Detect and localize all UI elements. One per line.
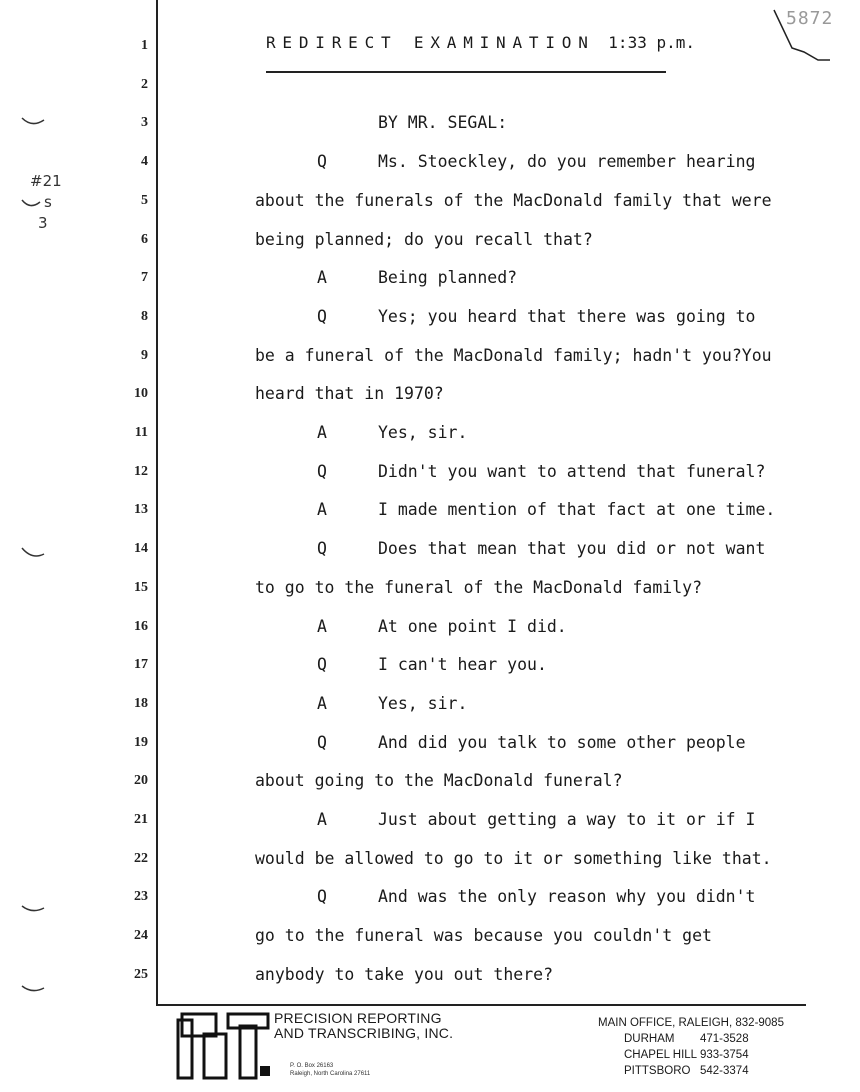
testimony-text: Just about getting a way to it or if I	[378, 810, 756, 829]
testimony-text: Yes, sir.	[378, 693, 468, 713]
line-number: 12	[134, 463, 148, 479]
line-number: 14	[134, 541, 148, 557]
line-number: 21	[134, 812, 148, 827]
testimony-text: Didn't you want to attend that funeral?	[378, 461, 766, 481]
testimony-text: about the funerals of the MacDonald family that were	[255, 190, 772, 210]
testimony-text: BY MR. SEGAL:	[378, 113, 508, 133]
office-row	[624, 1063, 784, 1079]
testimony-text: anybody to take you out there?	[255, 964, 554, 984]
company-name-line2: AND TRANSCRIBING, INC.	[274, 1025, 454, 1041]
testimony-text: Ms. Stoeckley, do you remember hearing	[378, 152, 756, 172]
line-number: 7	[141, 270, 148, 286]
office-row	[624, 1047, 784, 1063]
speaker-label: A	[317, 810, 327, 829]
testimony-text: And did you talk to some other people	[378, 732, 746, 752]
line-number: 2	[141, 76, 148, 92]
line-number: 22	[134, 850, 148, 866]
speaker-label: A	[317, 268, 327, 288]
line-number: 23	[134, 889, 148, 905]
line-number: 16	[134, 618, 148, 634]
line-number: 24	[134, 928, 148, 944]
speaker-label: Q	[317, 152, 327, 172]
testimony-text: Yes; you heard that there was going to	[378, 306, 756, 326]
line-number: 4	[141, 154, 148, 170]
line-number: 10	[134, 386, 148, 402]
line-number: 5	[141, 192, 148, 208]
office-phone: 471-3528	[700, 1033, 749, 1045]
line-number: 13	[134, 502, 148, 518]
margin-note-3: 3	[38, 214, 48, 232]
line-number: 11	[134, 425, 148, 440]
company-logo	[176, 1010, 272, 1082]
testimony-text: heard that in 1970?	[255, 384, 444, 404]
office-city: PITTSBORO	[624, 1065, 691, 1077]
line-number: 25	[134, 966, 148, 982]
line-number: 9	[141, 347, 148, 363]
margin-marks	[0, 0, 120, 1088]
examination-header	[266, 33, 786, 57]
speaker-label: Q	[317, 887, 327, 907]
testimony-text: be a funeral of the MacDonald family; hadn't you?You	[255, 345, 772, 365]
margin-notes	[0, 0, 120, 1088]
examination-title: REDIRECT EXAMINATION	[266, 33, 595, 52]
header-underline	[266, 71, 666, 73]
line-number: 3	[141, 115, 148, 131]
page-number: 5872	[786, 8, 834, 29]
speaker-label: Q	[317, 461, 327, 481]
line-number: 18	[134, 695, 148, 711]
office-phone: 933-3754	[700, 1049, 749, 1061]
office-row	[624, 1031, 784, 1047]
testimony-text: Yes, sir.	[378, 423, 468, 442]
margin-note-exhibit: #21	[30, 172, 62, 190]
line-number: 1	[141, 38, 148, 53]
line-number: 19	[134, 734, 148, 750]
testimony-text: Does that mean that you did or not want	[378, 539, 766, 559]
testimony-text: And was the only reason why you didn't	[378, 887, 756, 907]
testimony-text: go to the funeral was because you couldn't get	[255, 926, 712, 946]
line-number: 15	[134, 579, 148, 595]
company-name-line1: PRECISION REPORTING	[274, 1010, 442, 1026]
office-city: DURHAM	[624, 1033, 675, 1045]
speaker-label: Q	[317, 655, 327, 675]
speaker-label: A	[317, 423, 327, 442]
company-address	[290, 1062, 370, 1078]
speaker-label: A	[317, 500, 327, 520]
speaker-label: A	[317, 616, 327, 636]
testimony-text: to go to the funeral of the MacDonald family?	[255, 577, 703, 597]
office-phones	[598, 1015, 784, 1079]
line-number: 8	[141, 308, 148, 324]
speaker-label: Q	[317, 306, 327, 326]
main-office: MAIN OFFICE, RALEIGH, 832-9085	[598, 1017, 784, 1029]
testimony-text: Being planned?	[378, 268, 518, 288]
line-number: 20	[134, 773, 148, 789]
testimony-text: about going to the MacDonald funeral?	[255, 771, 623, 791]
margin-note-s: s	[44, 193, 52, 211]
testimony-text: I made mention of that fact at one time.	[378, 500, 776, 520]
company-name	[274, 1011, 453, 1041]
line-number: 17	[134, 657, 148, 673]
speaker-label: Q	[317, 539, 327, 559]
testimony-text: would be allowed to go to it or something like that.	[255, 848, 772, 868]
line-number: 6	[141, 231, 148, 247]
office-phone: 542-3374	[700, 1065, 749, 1077]
testimony-text: being planned; do you recall that?	[255, 229, 593, 249]
address-line1: P. O. Box 26163	[290, 1063, 334, 1069]
address-line2: Raleigh, North Carolina 27611	[290, 1071, 371, 1077]
speaker-label: A	[317, 693, 327, 713]
testimony-text: At one point I did.	[378, 616, 567, 636]
testimony-text: I can't hear you.	[378, 655, 547, 675]
speaker-label: Q	[317, 732, 327, 752]
examination-time: 1:33 p.m.	[608, 33, 695, 52]
office-city: CHAPEL HILL	[624, 1049, 698, 1061]
